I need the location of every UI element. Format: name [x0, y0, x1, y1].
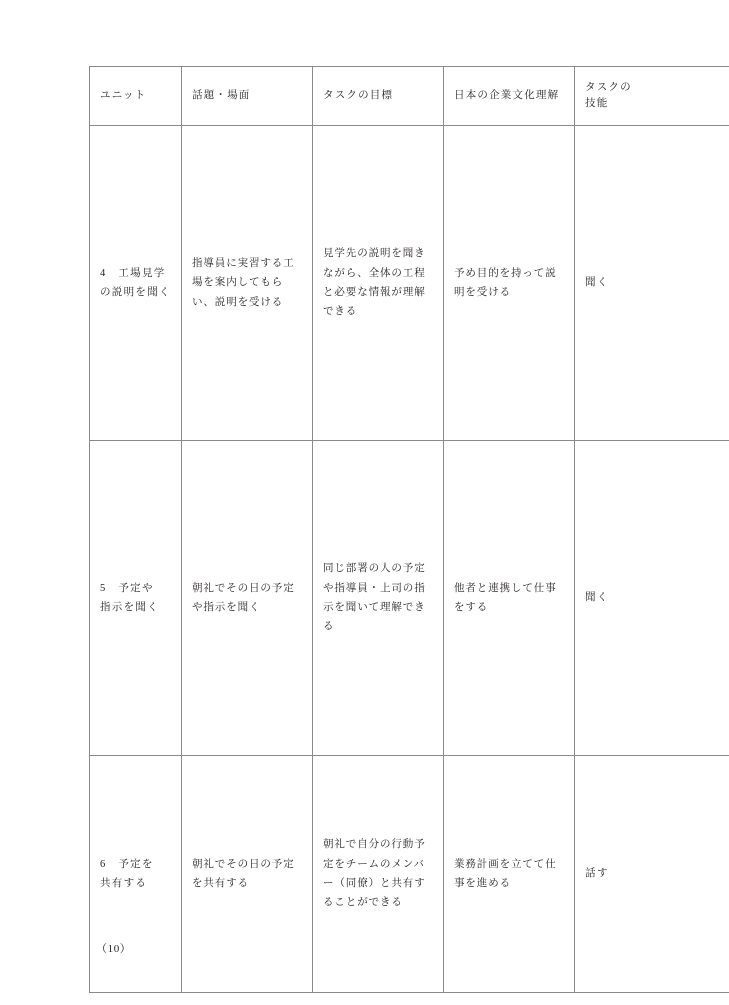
cell-unit — [90, 756, 182, 993]
unit-line-1: 6 予定を — [100, 858, 154, 870]
cell-skill — [575, 756, 729, 993]
table-header-row — [90, 67, 729, 126]
topic-text: 指導員に実習する工場を案内してもらい、説明を受ける — [192, 257, 295, 308]
cell-unit — [90, 441, 182, 756]
curriculum-table-container — [89, 66, 729, 993]
header-cell-topic — [182, 67, 313, 126]
header-label-unit: ユニット — [100, 90, 147, 102]
table-row — [90, 756, 729, 993]
culture-text: 予め目的を持って説明を受ける — [454, 267, 557, 298]
header-label-culture: 日本の企業文化理解 — [454, 90, 560, 102]
topic-text: 朝礼でその日の予定を共有する — [192, 858, 295, 889]
page-number: （10） — [96, 943, 132, 955]
cell-skill — [575, 126, 729, 441]
cell-goal — [313, 441, 444, 756]
goal-text: 見学先の説明を聞きながら、全体の工程と必要な情報が理解できる — [323, 248, 426, 318]
skill-text: 聞く — [585, 277, 609, 289]
cell-topic — [182, 126, 313, 441]
unit-line-1: 4 工場見学 — [100, 267, 166, 279]
cell-culture — [444, 756, 575, 993]
goal-text: 同じ部署の人の予定や指導員・上司の指示を聞いて理解できる — [323, 563, 426, 633]
header-label-skill-line1: タスクの — [585, 82, 632, 94]
skill-text: 話す — [585, 868, 609, 880]
cell-goal — [313, 756, 444, 993]
unit-line-2: 指示を聞く — [100, 602, 159, 613]
header-cell-goal — [313, 67, 444, 126]
table-row — [90, 441, 729, 756]
culture-text: 他者と連携して仕事をする — [454, 582, 557, 613]
cell-goal — [313, 126, 444, 441]
cell-culture — [444, 441, 575, 756]
culture-text: 業務計画を立てて仕事を進める — [454, 858, 557, 889]
cell-topic — [182, 756, 313, 993]
cell-culture — [444, 126, 575, 441]
header-cell-unit — [90, 67, 182, 126]
header-label-goal: タスクの目標 — [323, 90, 394, 102]
header-label-topic: 話題・場面 — [192, 90, 251, 102]
curriculum-table — [89, 66, 729, 993]
goal-text: 朝礼で自分の行動予定をチームのメンバー（同僚）と共有することができる — [323, 839, 426, 909]
cell-topic — [182, 441, 313, 756]
header-cell-culture — [444, 67, 575, 126]
unit-line-1: 5 予定や — [100, 582, 154, 594]
unit-line-2: 共有する — [100, 878, 148, 889]
cell-unit — [90, 126, 182, 441]
header-cell-skill — [575, 67, 729, 126]
skill-text: 聞く — [585, 592, 609, 604]
header-label-skill-line2: 技能 — [585, 98, 609, 109]
topic-text: 朝礼でその日の予定や指示を聞く — [192, 582, 295, 613]
table-row — [90, 126, 729, 441]
cell-skill — [575, 441, 729, 756]
unit-line-2: の説明を聞く — [100, 287, 171, 298]
